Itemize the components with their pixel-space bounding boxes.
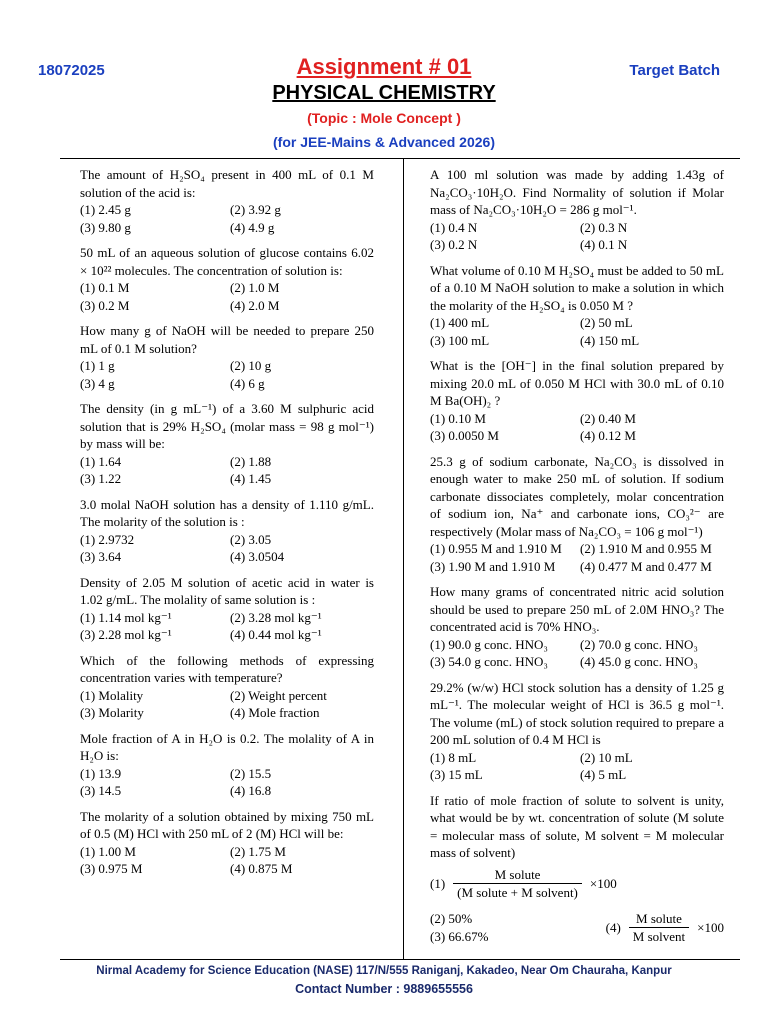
- answer-option: (2) 0.40 M: [580, 410, 636, 426]
- answer-option: (3) 2.28 mol kg⁻¹: [80, 627, 172, 642]
- options-grid: [430, 219, 724, 254]
- question-block: [430, 583, 724, 671]
- options-grid: [80, 765, 374, 800]
- options-grid: [430, 410, 724, 445]
- options-grid: [80, 201, 374, 236]
- answer-option: (4) 3.0504: [230, 549, 285, 564]
- question-text: What is the [OH⁻] in the final solution prepared by mixing 20.0 mL of 0.050 M HCl with 30.0 mL of 0.10 M Ba(OH)₂ ?: [430, 358, 724, 408]
- question-text: A 100 ml solution was made by adding 1.43g of Na₂CO₃·10H₂O. Find Normality of solution if Molar mass of Na₂CO₃·10H₂O = 286 g mol⁻¹.: [430, 167, 724, 217]
- options-grid: [80, 843, 374, 878]
- question-block: [80, 496, 374, 566]
- answer-option: (2) 3.92 g: [230, 202, 281, 217]
- answer-option: (4) 0.477 M and 0.477 M: [580, 558, 712, 574]
- assignment-title: [0, 54, 768, 80]
- subject-title: [0, 82, 768, 105]
- answer-option: (1) 1 g: [80, 358, 115, 373]
- question-text: The molarity of a solution obtained by mixing 750 mL of 0.5 (M) HCl with 250 mL of 2 (M) HCl will be:: [80, 808, 374, 841]
- answer-option: (2) 50 mL: [580, 315, 633, 330]
- fraction-1-multiplier: ×100: [589, 875, 617, 891]
- answer-option: (1) 2.45 g: [80, 202, 131, 217]
- fraction-4: [629, 910, 689, 946]
- question-block: [430, 357, 724, 445]
- answer-option: (4) 4.9 g: [230, 219, 275, 235]
- answer-option: (4) 0.12 M: [580, 428, 636, 443]
- fraction-1-denominator: (M solute + M solvent): [457, 885, 578, 900]
- answer-option: (2) Weight percent: [230, 687, 327, 703]
- answer-option: (1) 0.955 M and 1.910 M: [430, 541, 562, 556]
- answer-option: (3) 1.90 M and 1.910 M: [430, 558, 556, 574]
- option-4: [606, 910, 724, 946]
- question-text: How many grams of concentrated nitric acid solution should be used to prepare 250 mL of 2.0M HNO₃? The concentrated acid is 70% HNO₃.: [430, 584, 724, 634]
- answer-option: (1) 1.64: [80, 453, 122, 469]
- answer-option: (3) 4 g: [80, 375, 115, 391]
- options-2-3: [430, 910, 489, 945]
- answer-option: (4) Mole fraction: [230, 705, 320, 720]
- question-text: How many g of NaOH will be needed to prepare 250 mL of 0.1 M solution?: [80, 323, 374, 356]
- question-text: 25.3 g of sodium carbonate, Na₂CO₃ is dissolved in enough water to make 250 mL of solution. If sodium carbonate dissociates completely, molar concentration of sodium ion, Na⁺ and carbonate ions, CO₃²⁻ are respectively (Molar mass of Na₂CO₃ = 106 g mol⁻¹): [430, 453, 724, 539]
- answer-option: (1) 0.1 M: [80, 280, 130, 295]
- answer-option: (1) 1.00 M: [80, 843, 136, 859]
- answer-option: (4) 6 g: [230, 375, 265, 391]
- answer-option: (1) 13.9: [80, 765, 122, 781]
- batch-line: (for JEE-Mains & Advanced 2026): [273, 134, 495, 150]
- question-block: [80, 166, 374, 236]
- subject-title-text: PHYSICAL CHEMISTRY: [272, 82, 496, 104]
- option-4-label: (4): [605, 919, 621, 935]
- right-column: [430, 166, 724, 958]
- question-block: [430, 679, 724, 784]
- answer-option: (2) 1.0 M: [230, 280, 280, 295]
- left-column: [80, 166, 374, 886]
- answer-option: (4) 0.1 N: [580, 237, 628, 252]
- topic-line: (Topic : Mole Concept ): [307, 110, 461, 126]
- question-block: [80, 730, 374, 800]
- answer-option: (3) 100 mL: [430, 332, 490, 348]
- answer-option: (2) 3.28 mol kg⁻¹: [230, 609, 322, 625]
- answer-option: (3) 3.64: [80, 549, 122, 564]
- options-grid: [430, 540, 724, 575]
- answer-option: (3) 0.0050 M: [430, 428, 499, 443]
- answer-option: (3) 54.0 g conc. HNO₃: [430, 654, 548, 669]
- answer-option: (2) 1.910 M and 0.955 M: [580, 541, 712, 556]
- question-text: Mole fraction of A in H₂O is 0.2. The molality of A in H₂O is:: [80, 730, 374, 763]
- answer-option: (4) 2.0 M: [230, 297, 280, 313]
- options-grid: [430, 314, 724, 349]
- target-batch-label: Target Batch: [629, 62, 720, 79]
- question-block: [80, 808, 374, 878]
- answer-option: (3) 9.80 g: [80, 219, 131, 235]
- question-block: [80, 244, 374, 314]
- answer-option: (1) 400 mL: [430, 315, 490, 330]
- answer-option: (2) 10 g: [230, 358, 272, 373]
- answer-option: (2) 15.5: [230, 765, 272, 781]
- answer-option: (4) 1.45: [230, 471, 272, 486]
- answer-option: (4) 45.0 g conc. HNO₃: [580, 654, 698, 669]
- question-text: What volume of 0.10 M H₂SO₄ must be added to 50 mL of a 0.10 M NaOH solution to make a solution in which the molarity of the H₂SO₄ is 0.050 M ?: [430, 262, 724, 313]
- options-grid: [80, 453, 374, 488]
- question-block: [80, 652, 374, 722]
- question-text: 50 mL of an aqueous solution of glucose contains 6.02 × 10²² molecules. The concentration of solution is:: [80, 245, 374, 278]
- column-divider: [403, 158, 404, 960]
- answer-option: (1) 8 mL: [430, 749, 477, 765]
- footer-contact: Contact Number : 9889655556: [295, 982, 473, 996]
- answer-option: (3) 0.2 N: [430, 237, 478, 252]
- question-block: [80, 400, 374, 488]
- question-block: [80, 574, 374, 644]
- answer-option: (3) 0.2 M: [80, 297, 130, 313]
- document-code: 18072025: [38, 62, 105, 79]
- answer-option: (3) 15 mL: [430, 767, 483, 782]
- question-block: [430, 453, 724, 576]
- option-1-label: (1): [430, 875, 446, 891]
- answer-option: (2) 1.88: [230, 453, 272, 469]
- question-text: Which of the following methods of expressing concentration varies with temperature?: [80, 652, 374, 685]
- question-text: Density of 2.05 M solution of acetic acid in water is 1.02 g/mL. The molality of same solution is :: [80, 574, 374, 607]
- question-text: The density (in g mL⁻¹) of a 3.60 M sulphuric acid solution that is 29% H₂SO₄ (molar mass = 98 g mol⁻¹) by mass will be:: [80, 401, 374, 451]
- option-1: [430, 866, 724, 902]
- answer-option: (4) 0.875 M: [230, 861, 293, 876]
- answer-option: (3) 0.975 M: [80, 861, 143, 876]
- options-grid: [80, 609, 374, 644]
- options-grid: [80, 687, 374, 722]
- answer-option: (2) 0.3 N: [580, 219, 628, 235]
- question-text: 29.2% (w/w) HCl stock solution has a density of 1.25 g mL⁻¹. The molecular weight of HCl is 36.5 g mol⁻¹. The volume (mL) of stock solution required to prepare a 200 mL solution of 0.4 M HCl is: [430, 679, 724, 747]
- fraction-4-denominator: M solvent: [632, 929, 686, 944]
- question-block: [80, 322, 374, 392]
- options-row: [430, 906, 724, 950]
- fraction-4-numerator: M solute: [629, 910, 689, 929]
- options-grid: [430, 749, 724, 784]
- answer-option: (4) 150 mL: [580, 332, 640, 348]
- answer-option: (1) 2.9732: [80, 531, 135, 547]
- fraction-1: [453, 866, 582, 902]
- answer-option: (1) 0.10 M: [430, 410, 486, 426]
- question-text: 3.0 molal NaOH solution has a density of 1.110 g/mL. The molarity of the solution is :: [80, 496, 374, 529]
- options-grid: [80, 279, 374, 314]
- answer-option: (3) Molarity: [80, 705, 144, 720]
- answer-option: (1) 1.14 mol kg⁻¹: [80, 609, 172, 625]
- option-2: (2) 50%: [430, 911, 473, 926]
- options-grid: [430, 636, 724, 671]
- answer-option: (2) 10 mL: [580, 749, 633, 765]
- question-text: The amount of H₂SO₄ present in 400 mL of 0.1 M solution of the acid is:: [80, 167, 374, 200]
- answer-option: (2) 70.0 g conc. HNO₃: [580, 636, 698, 652]
- option-3: (3) 66.67%: [430, 928, 489, 944]
- options-grid: [80, 531, 374, 566]
- answer-option: (3) 14.5: [80, 783, 122, 798]
- question-text: If ratio of mole fraction of solute to solvent is unity, what would be by wt. concentration of solute (M solute = molecular mass of solute, M solvent = M molecular mass of solvent): [430, 792, 724, 860]
- question-block: [430, 166, 724, 254]
- question-block: [430, 262, 724, 350]
- answer-option: (4) 5 mL: [580, 767, 627, 782]
- answer-option: (2) 3.05: [230, 531, 272, 547]
- options-grid: [80, 357, 374, 392]
- answer-option: (1) 90.0 g conc. HNO₃: [430, 636, 548, 652]
- fraction-1-numerator: M solute: [453, 866, 582, 885]
- answer-option: (3) 1.22: [80, 471, 122, 486]
- answer-option: (1) Molality: [80, 687, 144, 703]
- footer-address: Nirmal Academy for Science Education (NASE) 117/N/555 Raniganj, Kakadeo, Near Om Chauraha, Kanpur: [96, 965, 672, 977]
- answer-option: (2) 1.75 M: [230, 843, 286, 859]
- assignment-title-text: Assignment # 01: [296, 54, 472, 79]
- answer-option: (1) 0.4 N: [430, 219, 478, 235]
- answer-option: (4) 16.8: [230, 783, 272, 798]
- answer-option: (4) 0.44 mol kg⁻¹: [230, 627, 322, 642]
- fraction-4-multiplier: ×100: [697, 919, 724, 935]
- question-block: [430, 792, 724, 950]
